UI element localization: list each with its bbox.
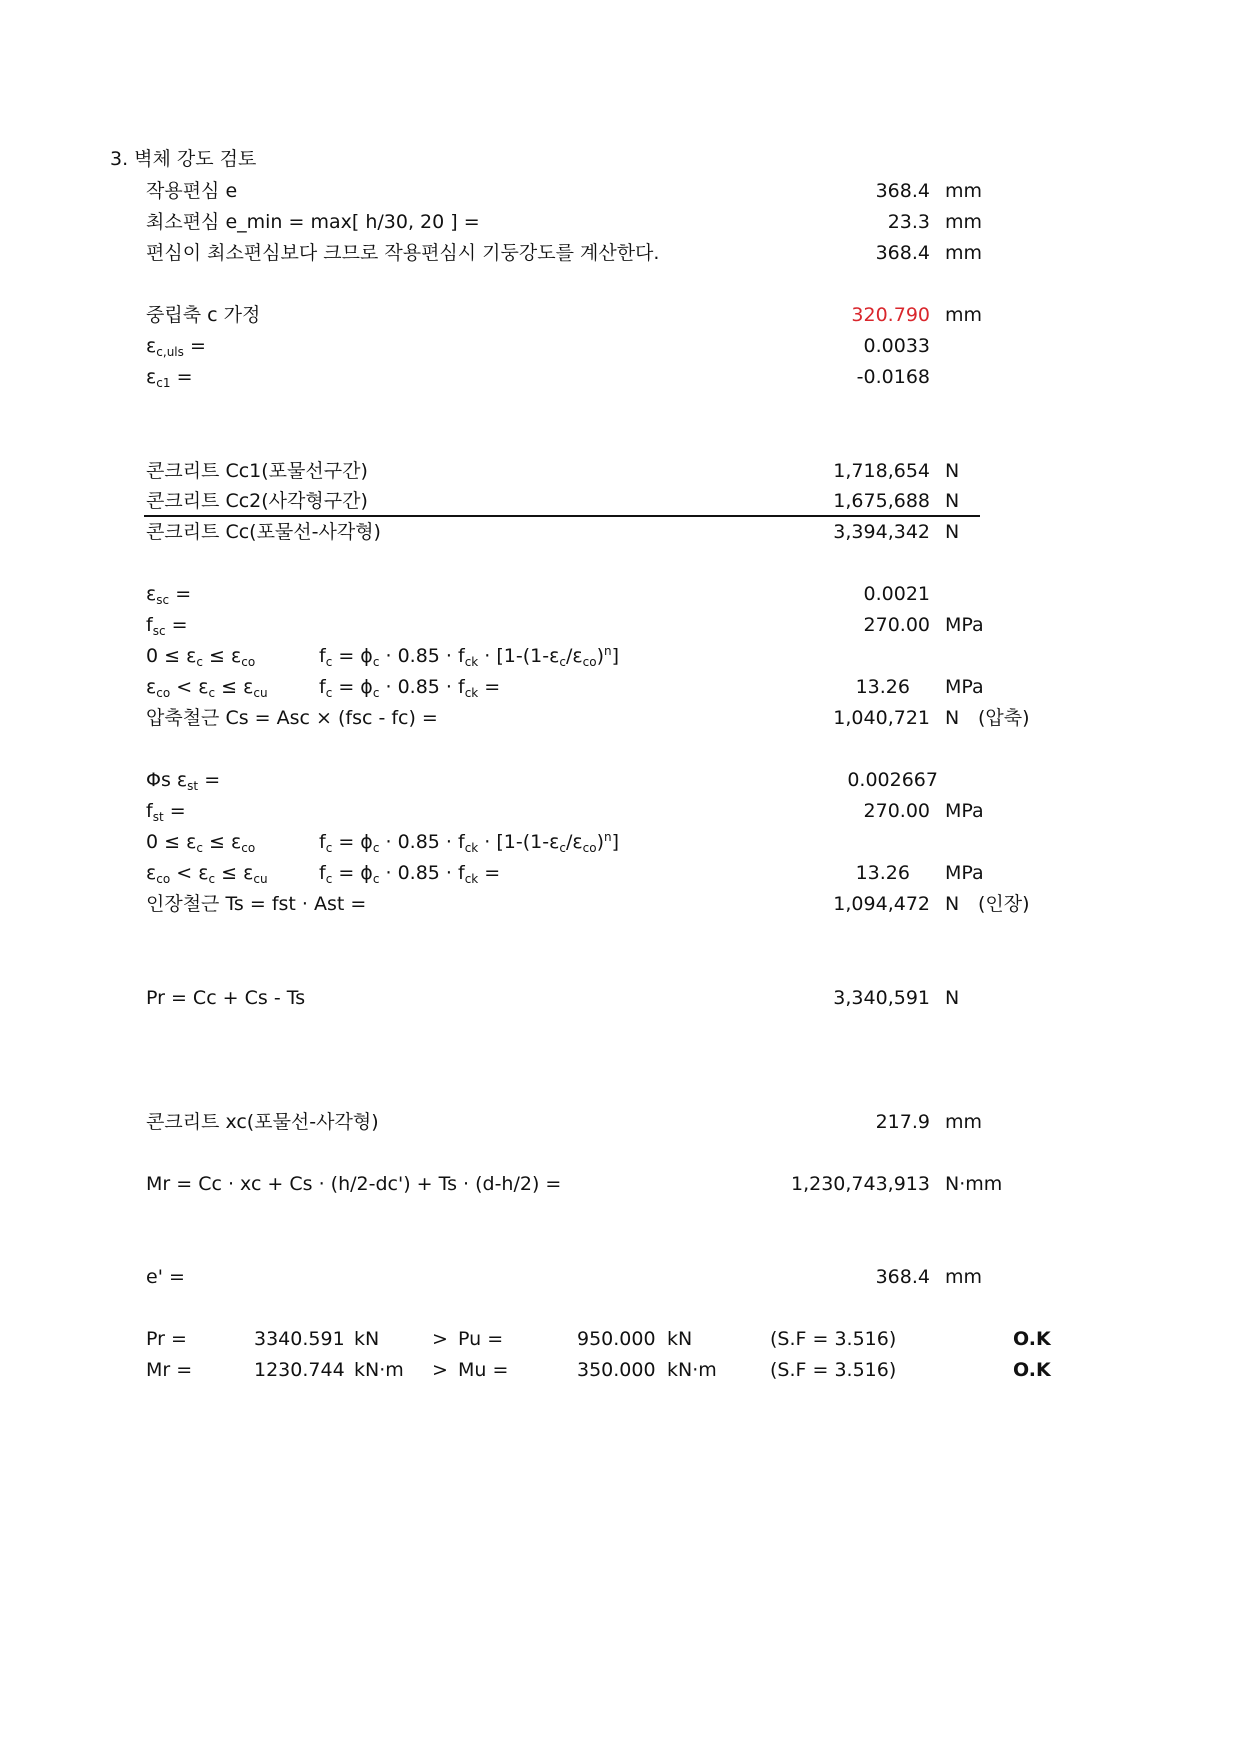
cs-note: (압축): [978, 707, 1030, 729]
comp-formula2-unit: MPa: [945, 676, 984, 698]
cc2-unit: N: [945, 490, 960, 512]
ecc-note: 편심이 최소편심보다 크므로 작용편심시 기둥강도를 계산한다.: [146, 242, 660, 264]
emin-value: 23.3: [887, 211, 930, 233]
est-value: 0.002667: [847, 769, 938, 791]
ts-label: 인장철근 Ts = fst · Ast =: [146, 893, 367, 915]
xc-unit: mm: [945, 1111, 983, 1133]
ec1-value: -0.0168: [856, 366, 930, 388]
mr-unit: N·mm: [945, 1173, 1003, 1195]
pr-label: Pr = Cc + Cs - Ts: [146, 987, 306, 1009]
e-unit: mm: [945, 180, 983, 202]
tens-formula2: $f_c = \phi_c \cdot 0.85 \cdot f_{ck}$ =: [319, 862, 501, 886]
ecc-note-unit: mm: [945, 242, 983, 264]
check-mr-sf: (S.F = 3.516): [770, 1359, 897, 1381]
fst-unit: MPa: [945, 800, 984, 822]
esc-label: $\varepsilon_{sc}$ =: [146, 583, 192, 607]
tens-formula2-value: 13.26: [855, 862, 910, 884]
check-pr-unit: kN: [354, 1328, 380, 1350]
cc1-unit: N: [945, 460, 960, 482]
check-mu-label: Mu =: [458, 1359, 509, 1381]
fst-label: $f_{st}$ =: [146, 800, 186, 824]
pr-unit: N: [945, 987, 960, 1009]
check-pr-sf: (S.F = 3.516): [770, 1328, 897, 1350]
check-pr-op: >: [432, 1328, 448, 1350]
check-mr-unit: kN·m: [354, 1359, 404, 1381]
check-mr-label: Mr =: [146, 1359, 193, 1381]
fsc-unit: MPa: [945, 614, 984, 636]
e-label: 작용편심 e: [146, 180, 238, 202]
ts-note: (인장): [978, 893, 1030, 915]
cc2-value: 1,675,688: [833, 490, 930, 512]
pr-value: 3,340,591: [833, 987, 930, 1009]
e-prime-unit: mm: [945, 1266, 983, 1288]
check-pr-value: 3340.591: [254, 1328, 345, 1350]
neutral-axis-unit: mm: [945, 304, 983, 326]
check-pr-label: Pr =: [146, 1328, 187, 1350]
esc-value: 0.0021: [863, 583, 930, 605]
tens-cond1: $0 \le \varepsilon_c \le \varepsilon_{co}$: [146, 831, 256, 855]
section-title: 3. 벽체 강도 검토: [110, 148, 257, 170]
mr-value: 1,230,743,913: [790, 1173, 930, 1195]
est-label: Φs $\varepsilon_{st}$ =: [146, 769, 221, 793]
comp-cond1: $0 \le \varepsilon_c \le \varepsilon_{co}$: [146, 645, 256, 669]
fst-value: 270.00: [863, 800, 930, 822]
check-mr-value: 1230.744: [254, 1359, 345, 1381]
cc2-label: 콘크리트 Cc2(사각형구간): [146, 490, 368, 512]
xc-label: 콘크리트 xc(포물선-사각형): [146, 1111, 379, 1133]
comp-formula2-value: 13.26: [855, 676, 910, 698]
emin-unit: mm: [945, 211, 983, 233]
fsc-value: 270.00: [863, 614, 930, 636]
emin-label: 최소편심 e_min = max[ h/30, 20 ] =: [146, 211, 480, 233]
check-pr-ok: O.K: [1013, 1328, 1051, 1350]
ecu-label: $\varepsilon_{c,uls}$ =: [146, 335, 206, 359]
cc1-value: 1,718,654: [833, 460, 930, 482]
check-pu-unit: kN: [667, 1328, 693, 1350]
check-mu-value: 350.000: [577, 1359, 656, 1381]
ec1-label: $\varepsilon_{c1}$ =: [146, 366, 193, 390]
cc1-label: 콘크리트 Cc1(포물선구간): [146, 460, 368, 482]
ts-value: 1,094,472: [833, 893, 930, 915]
e-prime-label: e' =: [146, 1266, 185, 1288]
check-mu-unit: kN·m: [667, 1359, 717, 1381]
tens-formula1: $f_c = \phi_c \cdot 0.85 \cdot f_{ck} \cdot [1-(1-\varepsilon_c/\varepsilon_{co})^n]$: [319, 830, 620, 855]
tens-cond2: $\varepsilon_{co} < \varepsilon_c \le \varepsilon_{cu}$: [146, 862, 268, 886]
xc-value: 217.9: [875, 1111, 930, 1133]
cc-unit: N: [945, 521, 960, 543]
cs-unit: N: [945, 707, 960, 729]
neutral-axis-label: 중립축 c 가정: [146, 304, 261, 326]
cs-label: 압축철근 Cs = Asc × (fsc - fc) =: [146, 707, 438, 729]
tens-formula2-unit: MPa: [945, 862, 984, 884]
cc-label: 콘크리트 Cc(포물선-사각형): [146, 521, 381, 543]
mr-label: Mr = Cc · xc + Cs · (h/2-dc') + Ts · (d-h/2) =: [146, 1173, 562, 1195]
ecc-note-value: 368.4: [875, 242, 930, 264]
check-mr-ok: O.K: [1013, 1359, 1051, 1381]
check-pu-label: Pu =: [458, 1328, 504, 1350]
cc-value: 3,394,342: [833, 521, 930, 543]
comp-formula2: $f_c = \phi_c \cdot 0.85 \cdot f_{ck}$ =: [319, 676, 501, 700]
ecu-value: 0.0033: [863, 335, 930, 357]
neutral-axis-value: 320.790: [851, 304, 930, 326]
comp-cond2: $\varepsilon_{co} < \varepsilon_c \le \varepsilon_{cu}$: [146, 676, 268, 700]
fsc-label: $f_{sc}$ =: [146, 614, 188, 638]
ts-unit: N: [945, 893, 960, 915]
check-mr-op: >: [432, 1359, 448, 1381]
cs-value: 1,040,721: [833, 707, 930, 729]
comp-formula1: $f_c = \phi_c \cdot 0.85 \cdot f_{ck} \cdot [1-(1-\varepsilon_c/\varepsilon_{co})^n]$: [319, 644, 620, 669]
sum-divider: [144, 515, 980, 517]
check-pu-value: 950.000: [577, 1328, 656, 1350]
e-value: 368.4: [875, 180, 930, 202]
e-prime-value: 368.4: [875, 1266, 930, 1288]
